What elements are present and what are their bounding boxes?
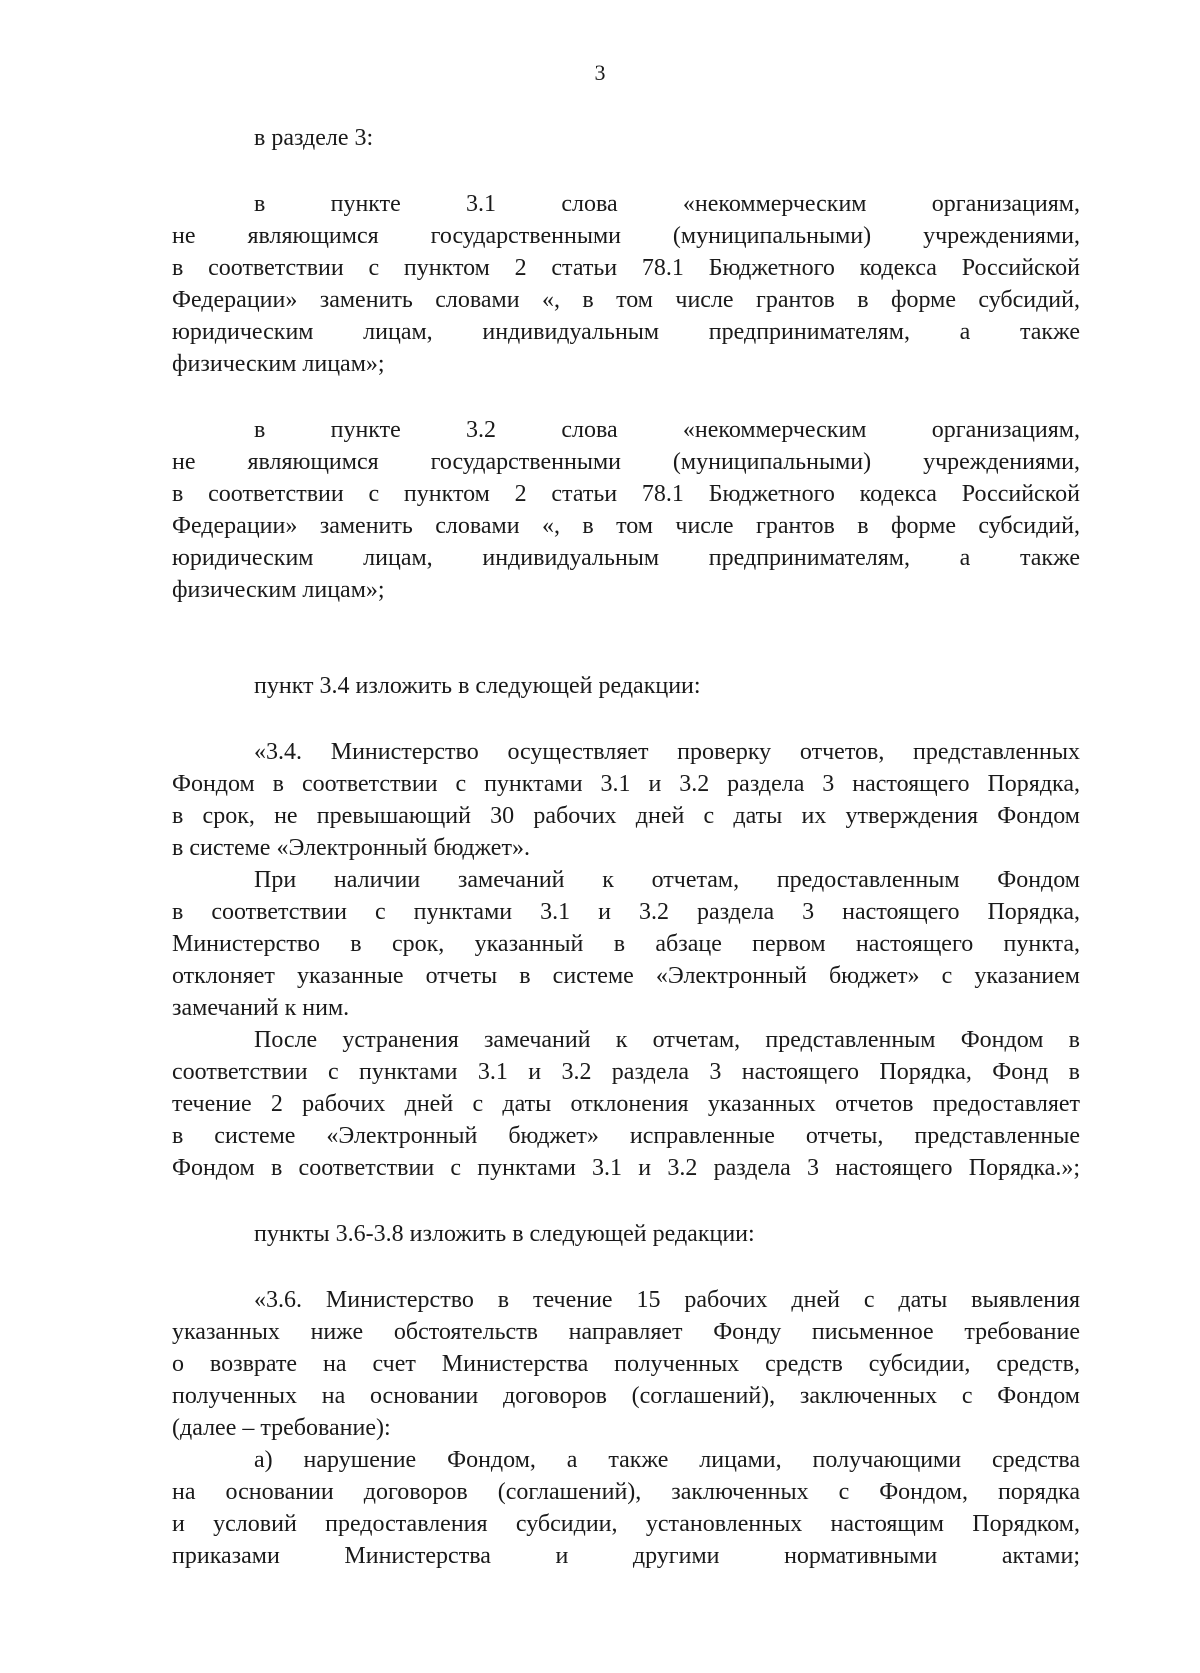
text-line: приказами Министерства и другими нормативными актами;: [172, 1543, 1080, 1569]
text-line: После устранения замечаний к отчетам, представленным Фондом в: [254, 1027, 1080, 1053]
text-line: (далее – требование):: [172, 1415, 391, 1441]
text-line: юридическим лицам, индивидуальным предпринимателям, а также: [172, 319, 1080, 345]
list-item-a: [172, 1444, 1080, 1572]
text-line: в пункте 3.1 слова «некоммерческим организациям,: [254, 191, 1080, 217]
text-line: а) нарушение Фондом, а также лицами, получающими средства: [254, 1447, 1080, 1473]
text-line: физическим лицам»;: [172, 351, 385, 377]
text-line: в соответствии с пунктом 2 статьи 78.1 Бюджетного кодекса Российской: [172, 255, 1080, 281]
section-intro: в разделе 3:: [254, 125, 374, 151]
text-line: полученных на основании договоров (соглашений), заключенных с Фондом: [172, 1383, 1080, 1409]
text-line: и условий предоставления субсидии, установленных настоящим Порядком,: [172, 1511, 1080, 1537]
text-line: «3.4. Министерство осуществляет проверку отчетов, представленных: [254, 739, 1080, 765]
text-line: физическим лицам»;: [172, 577, 385, 603]
points-3-6-3-8-intro: пункты 3.6-3.8 изложить в следующей редакции:: [254, 1221, 755, 1247]
text-line: юридическим лицам, индивидуальным предпринимателям, а также: [172, 545, 1080, 571]
text-line: Фондом в соответствии с пунктами 3.1 и 3.2 раздела 3 настоящего Порядка.»;: [172, 1155, 1080, 1181]
text-line: Федерации» заменить словами «, в том числе грантов в форме субсидий,: [172, 513, 1080, 539]
text-line: замечаний к ним.: [172, 995, 350, 1021]
paragraph-3-4-body-3: [172, 1024, 1080, 1184]
text-line: на основании договоров (соглашений), заключенных с Фондом, порядка: [172, 1479, 1080, 1505]
paragraph-3-4-body-1: [172, 736, 1080, 864]
page-number: 3: [594, 60, 606, 85]
paragraph-3-6-body: [172, 1284, 1080, 1444]
text-line: Министерство в срок, указанный в абзаце первом настоящего пункта,: [172, 931, 1080, 957]
text-line: о возврате на счет Министерства полученных средств субсидии, средств,: [172, 1351, 1080, 1377]
text-line: в системе «Электронный бюджет».: [172, 835, 530, 861]
text-line: соответствии с пунктами 3.1 и 3.2 раздела 3 настоящего Порядка, Фонд в: [172, 1059, 1080, 1085]
text-line: Фондом в соответствии с пунктами 3.1 и 3.2 раздела 3 настоящего Порядка,: [172, 771, 1080, 797]
text-line: течение 2 рабочих дней с даты отклонения указанных отчетов предоставляет: [172, 1091, 1080, 1117]
point-3-4-intro: пункт 3.4 изложить в следующей редакции:: [254, 673, 701, 699]
text-line: в системе «Электронный бюджет» исправленные отчеты, представленные: [172, 1123, 1080, 1149]
paragraph-3-4-body-2: [172, 864, 1080, 1024]
document-body: [172, 122, 1080, 1572]
text-line: в соответствии с пунктами 3.1 и 3.2 раздела 3 настоящего Порядка,: [172, 899, 1080, 925]
text-line: не являющимся государственными (муниципальными) учреждениями,: [172, 449, 1080, 475]
paragraph-3-2: [172, 414, 1080, 606]
text-line: в пункте 3.2 слова «некоммерческим организациям,: [254, 417, 1080, 443]
text-line: При наличии замечаний к отчетам, предоставленным Фондом: [254, 867, 1080, 893]
text-line: не являющимся государственными (муниципальными) учреждениями,: [172, 223, 1080, 249]
text-line: указанных ниже обстоятельств направляет Фонду письменное требование: [172, 1319, 1080, 1345]
text-line: в срок, не превышающий 30 рабочих дней с даты их утверждения Фондом: [172, 803, 1080, 829]
text-line: Федерации» заменить словами «, в том числе грантов в форме субсидий,: [172, 287, 1080, 313]
text-line: в соответствии с пунктом 2 статьи 78.1 Бюджетного кодекса Российской: [172, 481, 1080, 507]
text-line: «3.6. Министерство в течение 15 рабочих дней с даты выявления: [254, 1287, 1080, 1313]
paragraph-3-1: [172, 188, 1080, 380]
text-line: отклоняет указанные отчеты в системе «Электронный бюджет» с указанием: [172, 963, 1080, 989]
